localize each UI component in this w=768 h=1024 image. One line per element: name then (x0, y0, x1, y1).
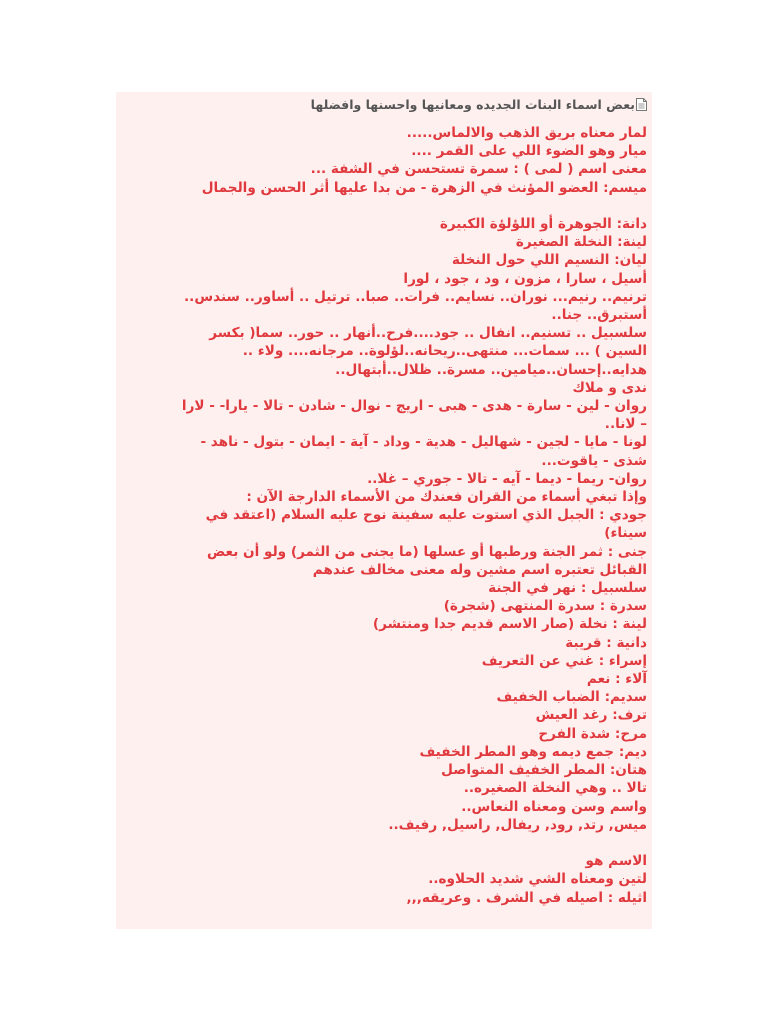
text-line: شذى - ياقوت... (541, 452, 647, 469)
text-line: ترف: رغد العيش (535, 707, 647, 724)
text-line: الاسم هو (585, 853, 647, 870)
text-line: القبائل تعتبره اسم مشين وله معنى مخالف عندهم (312, 561, 647, 578)
document-icon (636, 98, 647, 111)
text-line: وإذا تبغي أسماء من القران فعندك من الأسماء الدارجة الآن : (246, 489, 647, 506)
text-line: ميس, رتد, رود, ريفال, راسيل, رفيف.. (388, 816, 647, 833)
text-line: ترنيم.. رنيم... نوران.. نسايم.. فرات.. صبا.. ترتيل .. أساور.. سندس.. (184, 288, 647, 305)
text-line: هتان: المطر الخفيف المتواصل (441, 762, 647, 779)
document-title-row (122, 94, 647, 114)
text-line: ليان: النسيم اللي حول النخلة (451, 252, 647, 269)
text-line: مرح: شدة الفرح (538, 725, 647, 742)
document-body (122, 124, 647, 907)
document-page (116, 92, 652, 929)
text-line: تالا .. وهي النخلة الصغيره.. (463, 780, 647, 797)
text-section (122, 852, 647, 907)
text-line: لينة : نخلة (صار الاسم قديم جدا ومنتشر) (372, 616, 647, 633)
text-line: روان- ريما - ديما - آيه - تالا - جوري – غلا.. (367, 470, 647, 487)
text-line: دانية : قريبة (565, 634, 647, 651)
text-section (122, 124, 647, 197)
text-line: السين ) ... سمات... منتهى..ريحانه..لؤلوة.. مرجانه.... ولاء .. (242, 343, 647, 360)
text-line: سلسبيل : نهر في الجنة (488, 580, 647, 597)
text-line: لينة: النخلة الصغيرة (515, 234, 647, 251)
text-line: جودي : الجبل الذي استوت عليه سفينة نوح عليه السلام (اعتقد في (205, 507, 647, 524)
text-section (122, 215, 647, 834)
text-line: هدايه..إحسان..ميامين.. مسرة.. ظلال..أبتهال.. (335, 361, 647, 378)
text-line: سلسبيل .. تسنيم.. انفال .. جود....فرح..أنهار .. حور.. سما( بكسر (209, 325, 647, 342)
text-line: سديم: الضباب الخفيف (496, 689, 647, 706)
text-line: لمار معناه بريق الذهب والالماس..... (406, 125, 647, 141)
text-line: جنى : ثمر الجنة ورطبها أو عسلها (ما يجنى من الثمر) ولو أن بعض (207, 543, 647, 560)
text-line: – لانا.. (604, 416, 647, 433)
text-line: ديم: جمع ديمه وهو المطر الخفيف (419, 743, 647, 760)
text-line: دانة: الجوهرة أو اللؤلؤة الكبيرة (439, 216, 647, 232)
text-line: لونا - مايا - لجين - شهاليل - هدية - وداد - آية - ايمان - بتول - ناهد - (200, 434, 647, 451)
document-title: بعض اسماء البنات الجديده ومعانيها واحسنها وافضلها (310, 96, 635, 112)
text-line: ميار وهو الضوء اللي على القمر .... (411, 143, 647, 160)
text-line: واسم وسن ومعناه النعاس.. (461, 798, 647, 815)
text-line: أستبرق.. جنا.. (551, 307, 647, 324)
text-line: إسراء : غني عن التعريف (481, 652, 647, 669)
text-line: لتين ومعناه الشي شديد الحلاوه.. (428, 871, 647, 888)
text-line: سيناء) (604, 525, 647, 542)
text-line: آلاء : نعم (586, 671, 647, 688)
text-line: اثيله : اصيله في الشرف . وعريقه,,, (406, 889, 647, 906)
text-line: سدرة : سدرة المنتهى (شجرة) (443, 598, 647, 615)
text-line: ميسم: العضو المؤنث في الزهرة - من بدا عليها أثر الحسن والجمال (201, 179, 647, 196)
paragraph-gap (122, 197, 647, 215)
text-line: معنى اسم ( لمى ) : سمرة تستحسن في الشفة ... (310, 161, 647, 178)
text-line: أسيل ، سارا ، مزون ، ود ، جود ، لورا (403, 270, 647, 287)
text-line: ندى و ملاك (572, 379, 647, 396)
paragraph-gap (122, 834, 647, 852)
text-line: روان - لين - سارة - هدى - هبى - اريج - نوال - شادن - تالا - يارا- - لارا (181, 398, 647, 415)
